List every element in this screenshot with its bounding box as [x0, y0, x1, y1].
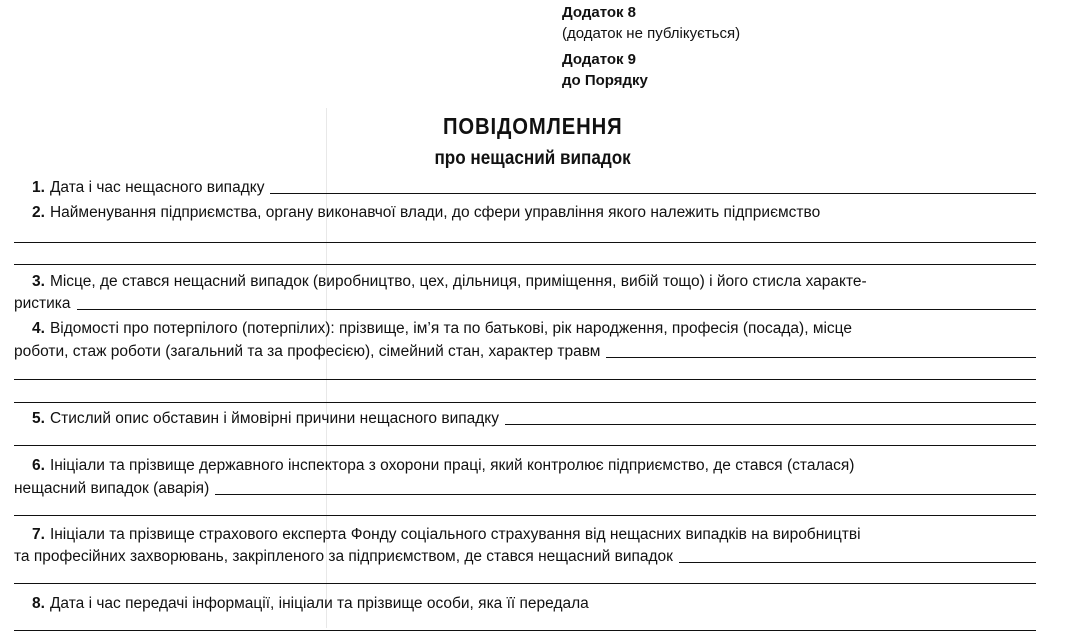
- fill-line[interactable]: [14, 583, 1036, 584]
- form-item-7: [32, 524, 1036, 546]
- document-header: [562, 2, 740, 91]
- fill-line[interactable]: [679, 561, 1036, 563]
- form-item-2: [32, 202, 1036, 224]
- item-number: 6.: [32, 457, 45, 474]
- item-text: Дата і час нещасного випадку: [49, 179, 265, 196]
- fill-line[interactable]: [14, 515, 1036, 516]
- item-text-continued: нещасний випадок (аварія): [14, 480, 210, 497]
- fill-line[interactable]: [14, 379, 1036, 380]
- document-title: ПОВІДОМЛЕННЯ: [442, 113, 623, 139]
- item-text: Стислий опис обставин і ймовірні причини нещасного випадку: [49, 410, 500, 427]
- item-number: 8.: [32, 595, 45, 612]
- form-item-7-cont: [14, 546, 1036, 568]
- item-text: Місце, де стався нещасний випадок (виробництво, цех, дільниця, приміщення, вибій тощо) і його стисла характе-: [49, 273, 867, 290]
- fill-line[interactable]: [606, 356, 1036, 358]
- form-item-6-cont: [14, 478, 1036, 500]
- fill-line[interactable]: [505, 423, 1036, 425]
- item-text: Найменування підприємства, органу виконавчої влади, до сфери управління якого належить підприємство: [49, 204, 821, 221]
- fill-line[interactable]: [215, 493, 1036, 495]
- form-item-4: [32, 318, 1036, 340]
- item-number: 4.: [32, 320, 45, 337]
- appendix-8-title: Додаток 8: [562, 4, 637, 21]
- fill-line[interactable]: [270, 192, 1036, 194]
- fill-line[interactable]: [14, 445, 1036, 446]
- fill-line[interactable]: [14, 242, 1036, 243]
- form-item-5: [32, 408, 1036, 430]
- fill-line[interactable]: [14, 264, 1036, 265]
- form-item-4-cont: [14, 341, 1036, 363]
- document-subtitle: про нещасний випадок: [434, 148, 631, 169]
- appendix-9-title: Додаток 9: [562, 51, 637, 68]
- item-text-continued: роботи, стаж роботи (загальний та за професією), сімейний стан, характер травм: [14, 343, 601, 360]
- form-item-8: [32, 593, 1036, 615]
- item-number: 5.: [32, 410, 45, 427]
- item-text-continued: ристика: [14, 295, 71, 312]
- form-item-6: [32, 455, 1036, 477]
- appendix-9-subtitle: до Порядку: [562, 72, 648, 89]
- appendix-8-note: (додаток не публікується): [562, 25, 741, 42]
- item-text: Відомості про потерпілого (потерпілих): прізвище, ім’я та по батькові, рік народження, професія (посада), місце: [49, 320, 852, 337]
- form-item-1: [32, 177, 1036, 199]
- item-number: 7.: [32, 526, 45, 543]
- form-item-3-cont: [14, 293, 1036, 315]
- item-text: Дата і час передачі інформації, ініціали та прізвище особи, яка її передала: [49, 595, 589, 612]
- item-number: 3.: [32, 273, 45, 290]
- item-number: 2.: [32, 204, 45, 221]
- item-text: Ініціали та прізвище страхового експерта Фонду соціального страхування від нещасних випадків на виробництві: [49, 526, 861, 543]
- item-number: 1.: [32, 179, 45, 196]
- fill-line[interactable]: [14, 630, 1036, 631]
- item-text-continued: та професійних захворювань, закріпленого за підприємством, де стався нещасний випадок: [14, 548, 673, 565]
- form-item-3: [32, 271, 1036, 293]
- fill-line[interactable]: [14, 402, 1036, 403]
- item-text: Ініціали та прізвище державного інспектора з охорони праці, який контролює підприємство, де стався (сталася): [49, 457, 855, 474]
- fill-line[interactable]: [77, 308, 1036, 310]
